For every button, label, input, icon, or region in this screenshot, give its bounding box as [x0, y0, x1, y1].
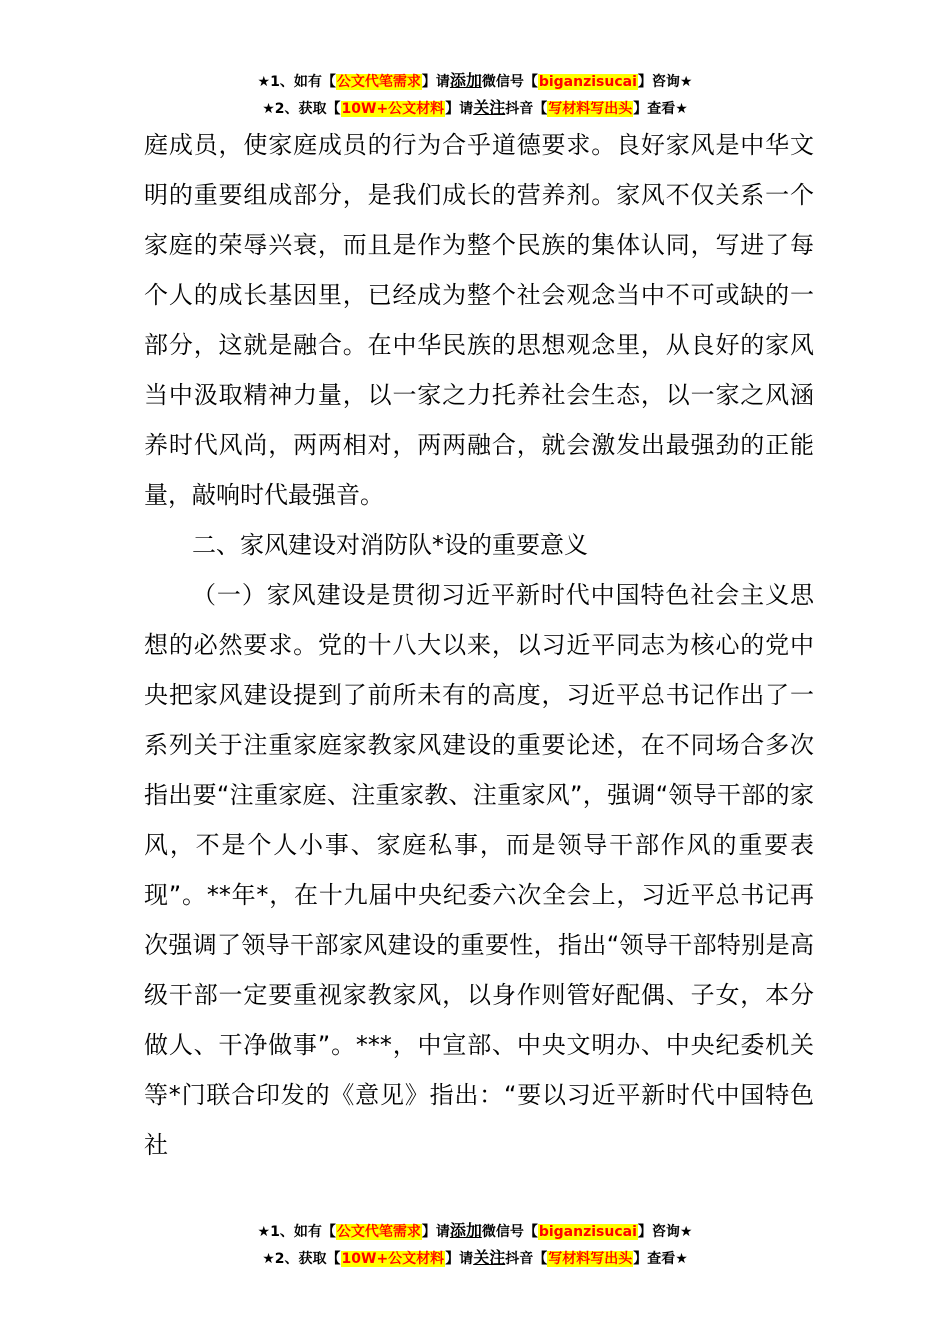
- banner-line-2: [0, 95, 950, 122]
- banner-text: 】请: [445, 1251, 474, 1267]
- banner-emphasis: 添加: [449, 1221, 482, 1240]
- banner-text: 】查看★: [633, 1251, 688, 1267]
- banner-text: 】请: [445, 101, 474, 117]
- banner-text: 】请: [421, 74, 450, 90]
- banner-text: ★1、如有【: [257, 74, 336, 90]
- banner-text: 】咨询★: [637, 74, 693, 90]
- banner-line-1: [0, 68, 950, 95]
- banner-text: 微信号【: [481, 1224, 538, 1240]
- body-paragraph: 庭成员，使家庭成员的行为合乎道德要求。良好家风是中华文明的重要组成部分，是我们成长的营养剂。家风不仅关系一个家庭的荣辱兴衰，而且是作为整个民族的集体认同，写进了每个人的成长基因里，已经成为整个社会观念当中不可或缺的一部分，这就是融合。在中华民族的思想观念里，从良好的家风当中汲取精神力量，以一家之力托养社会生态，以一家之风涵养时代风尚，两两相对，两两融合，就会激发出最强劲的正能量，敲响时代最强音。: [144, 131, 814, 509]
- banner-highlight-service: 公文代笔需求: [336, 74, 421, 90]
- banner-text: 】查看★: [633, 101, 688, 117]
- banner-text: ★2、获取【: [262, 101, 341, 117]
- banner-highlight-materials: 10W+公文材料: [341, 1251, 445, 1267]
- banner-highlight-wechat-id: biganzisucai: [538, 1224, 637, 1240]
- document-body: [144, 120, 814, 1170]
- banner-highlight-materials: 10W+公文材料: [341, 101, 445, 117]
- banner-text: ★1、如有【: [257, 1224, 336, 1240]
- section-heading: 二、家风建设对消防队*设的重要意义: [192, 531, 588, 559]
- footer-banner: [0, 1218, 950, 1272]
- banner-highlight-douyin: 写材料写出头: [548, 101, 633, 117]
- banner-text: ★2、获取【: [262, 1251, 341, 1267]
- banner-emphasis: 关注: [473, 98, 506, 117]
- banner-highlight-wechat-id: biganzisucai: [538, 74, 637, 90]
- header-banner: [0, 68, 950, 122]
- banner-highlight-douyin: 写材料写出头: [548, 1251, 633, 1267]
- banner-text: 】咨询★: [637, 1224, 693, 1240]
- body-paragraph: （一）家风建设是贯彻习近平新时代中国特色社会主义思想的必然要求。党的十八大以来，以习近平同志为核心的党中央把家风建设提到了前所未有的高度，习近平总书记作出了一系列关于注重家庭家教家风建设的重要论述，在不同场合多次指出要“注重家庭、注重家教、注重家风”，强调“领导干部的家风，不是个人小事、家庭私事，而是领导干部作风的重要表现”。**年*，在十九届中央纪委六次全会上，习近平总书记再次强调了领导干部家风建设的重要性，指出“领导干部特别是高级干部一定要重视家教家风，以身作则管好配偶、子女，本分做人、干净做事”。***，中宣部、中央文明办、中央纪委机关等*门联合印发的《意见》指出：“要以习近平新时代中国特色社: [144, 581, 814, 1159]
- banner-line-2: [0, 1245, 950, 1272]
- banner-emphasis: 关注: [473, 1248, 506, 1267]
- banner-text: 抖音【: [505, 101, 548, 117]
- banner-line-1: [0, 1218, 950, 1245]
- banner-text: 微信号【: [481, 74, 538, 90]
- banner-text: 】请: [421, 1224, 450, 1240]
- banner-emphasis: 添加: [449, 71, 482, 90]
- banner-text: 抖音【: [505, 1251, 548, 1267]
- banner-highlight-service: 公文代笔需求: [336, 1224, 421, 1240]
